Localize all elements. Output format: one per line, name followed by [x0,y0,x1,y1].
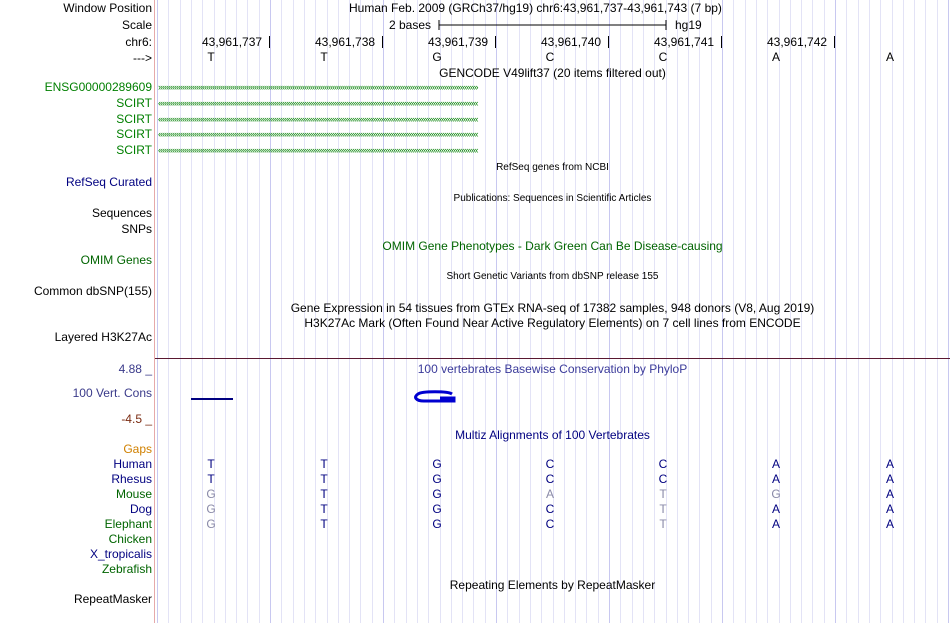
alignment-base: A [885,502,894,516]
alignment-base: A [885,472,894,486]
alignment-base: T [659,487,667,501]
window-position-value: Human Feb. 2009 (GRCh37/hg19) chr6:43,961,737-43,961,743 (7 bp) [349,1,722,15]
dbsnp-title: Short Genetic Variants from dbSNP release 155 [446,271,659,282]
species-label-zebrafish[interactable]: Zebrafish [101,562,152,576]
alignment-base: T [320,517,328,531]
omim-title: OMIM Gene Phenotypes - Dark Green Can Be Disease-causing [382,239,723,253]
conservation-signal-glyph [410,388,470,408]
ruler-position-label: 43,961,741 [654,35,715,49]
species-label-mouse[interactable]: Mouse [115,487,152,501]
alignment-base: A [885,517,894,531]
species-label-human[interactable]: Human [113,457,152,471]
conservation-ymin: -4.5 _ [121,412,152,426]
gene-bar-scirt-1[interactable]: ‹‹‹‹‹‹‹‹‹‹‹‹‹‹‹‹‹‹‹‹‹‹‹‹‹‹‹‹‹‹‹‹‹‹‹‹‹‹‹‹‹‹‹‹‹‹‹‹‹‹‹‹‹‹‹‹‹‹‹‹‹‹‹‹‹‹‹‹‹‹‹‹‹‹‹‹‹‹‹‹‹‹‹‹‹‹‹‹‹‹‹‹‹‹‹‹‹‹‹‹‹‹‹‹‹‹‹‹‹‹‹‹‹‹‹‹‹‹‹‹‹‹‹‹‹‹‹‹‹‹‹‹‹‹‹‹‹‹‹‹‹‹‹‹‹‹‹‹‹‹‹‹‹‹‹‹‹‹‹‹ [158,100,478,107]
gencode-track-ensg00000289609[interactable]: ENSG00000289609 [44,80,152,94]
alignment-base: G [432,457,442,471]
alignment-base: A [771,502,780,516]
alignment-base: A [771,457,780,471]
alignment-base: A [771,472,780,486]
h3k27ac-baseline [155,358,950,359]
repeatmasker-label[interactable]: RepeatMasker [73,592,152,606]
repeatmasker-title: Repeating Elements by RepeatMasker [449,578,656,592]
gencode-track-scirt-3[interactable]: SCIRT [116,127,152,141]
sequences-label[interactable]: Sequences [91,206,152,220]
alignment-base: T [207,457,215,471]
gene-bar-scirt-3[interactable]: ‹‹‹‹‹‹‹‹‹‹‹‹‹‹‹‹‹‹‹‹‹‹‹‹‹‹‹‹‹‹‹‹‹‹‹‹‹‹‹‹‹‹‹‹‹‹‹‹‹‹‹‹‹‹‹‹‹‹‹‹‹‹‹‹‹‹‹‹‹‹‹‹‹‹‹‹‹‹‹‹‹‹‹‹‹‹‹‹‹‹‹‹‹‹‹‹‹‹‹‹‹‹‹‹‹‹‹‹‹‹‹‹‹‹‹‹‹‹‹‹‹‹‹‹‹‹‹‹‹‹‹‹‹‹‹‹‹‹‹‹‹‹‹‹‹‹‹‹‹‹‹‹‹‹‹‹‹‹‹‹ [158,131,478,138]
gencode-track-scirt-2[interactable]: SCIRT [116,112,152,126]
alignment-base: G [432,487,442,501]
alignment-base: C [545,457,555,471]
omim-genes-label[interactable]: OMIM Genes [80,253,152,267]
snps-label[interactable]: SNPs [121,222,152,236]
alignment-base: A [885,487,894,501]
ruler-position-label: 43,961,740 [541,35,602,49]
conservation-title: 100 vertebrates Basewise Conservation by PhyloP [417,362,688,376]
gaps-label[interactable]: Gaps [123,442,152,456]
refseq-title: RefSeq genes from NCBI [496,162,609,173]
common-dbsnp-label[interactable]: Common dbSNP(155) [33,284,152,298]
alignment-base: C [545,502,555,516]
alignment-base: C [545,472,555,486]
ruler-tick [834,36,835,48]
alignment-base: A [885,457,894,471]
ruler-position-label: 43,961,737 [202,35,263,49]
reference-base: T [320,50,328,64]
gencode-track-scirt-1[interactable]: SCIRT [116,96,152,110]
gene-bar-scirt-4[interactable]: ‹‹‹‹‹‹‹‹‹‹‹‹‹‹‹‹‹‹‹‹‹‹‹‹‹‹‹‹‹‹‹‹‹‹‹‹‹‹‹‹‹‹‹‹‹‹‹‹‹‹‹‹‹‹‹‹‹‹‹‹‹‹‹‹‹‹‹‹‹‹‹‹‹‹‹‹‹‹‹‹‹‹‹‹‹‹‹‹‹‹‹‹‹‹‹‹‹‹‹‹‹‹‹‹‹‹‹‹‹‹‹‹‹‹‹‹‹‹‹‹‹‹‹‹‹‹‹‹‹‹‹‹‹‹‹‹‹‹‹‹‹‹‹‹‹‹‹‹‹‹‹‹‹‹‹‹‹‹‹‹ [158,147,478,154]
multiz-title: Multiz Alignments of 100 Vertebrates [455,428,650,442]
refseq-curated-label[interactable]: RefSeq Curated [65,175,152,189]
alignment-base: G [206,487,216,501]
alignment-base: T [207,472,215,486]
strand-label: ---> [133,51,152,65]
ruler-position-label: 43,961,742 [767,35,828,49]
gene-bar-ensg00000289609[interactable]: ›››››››››››››››››››››››››››››››››››››››››››››››››››››››››››››››››››››››››››››››››››››››››››››››››››››››››››››››››››››››››››››››››››››››››››››››››››››››››››››››› [158,84,478,91]
species-label-x-tropicalis[interactable]: X_tropicalis [89,547,152,561]
alignment-base: G [206,517,216,531]
track-label-column [0,0,154,623]
alignment-base: G [771,487,781,501]
species-label-rhesus[interactable]: Rhesus [111,472,152,486]
alignment-base: T [659,502,667,516]
browser-track-image[interactable] [155,0,950,623]
species-label-elephant[interactable]: Elephant [104,517,152,531]
alignment-base: T [320,472,328,486]
scale-bar [438,18,668,32]
ruler-tick [608,36,609,48]
alignment-base: A [545,487,554,501]
alignment-base: T [659,517,667,531]
reference-base: A [885,50,894,64]
ruler-tick [269,36,270,48]
alignment-base: G [432,502,442,516]
alignment-base: G [206,502,216,516]
conservation-signal-left [185,388,265,408]
reference-base: A [771,50,780,64]
ruler-position-label: 43,961,738 [315,35,376,49]
ruler-tick [382,36,383,48]
species-label-dog[interactable]: Dog [129,502,152,516]
alignment-base: T [320,502,328,516]
ruler-position-label: 43,961,739 [428,35,489,49]
h3k27ac-title: H3K27Ac Mark (Often Found Near Active Regulatory Elements) on 7 cell lines from ENCODE [304,316,801,330]
alignment-base: T [320,457,328,471]
reference-base: C [545,50,555,64]
publications-title: Publications: Sequences in Scientific Articles [453,193,652,204]
gene-bar-scirt-2[interactable]: ‹‹‹‹‹‹‹‹‹‹‹‹‹‹‹‹‹‹‹‹‹‹‹‹‹‹‹‹‹‹‹‹‹‹‹‹‹‹‹‹‹‹‹‹‹‹‹‹‹‹‹‹‹‹‹‹‹‹‹‹‹‹‹‹‹‹‹‹‹‹‹‹‹‹‹‹‹‹‹‹‹‹‹‹‹‹‹‹‹‹‹‹‹‹‹‹‹‹‹‹‹‹‹‹‹‹‹‹‹‹‹‹‹‹‹‹‹‹‹‹‹‹‹‹‹‹‹‹‹‹‹‹‹‹‹‹‹‹‹‹‹‹‹‹‹‹‹‹‹‹‹‹‹‹‹‹‹‹‹‹ [158,116,478,123]
gencode-track-scirt-4[interactable]: SCIRT [116,143,152,157]
reference-base: C [658,50,668,64]
alignment-base: C [658,472,668,486]
conservation-ymax: 4.88 _ [118,362,152,376]
scale-db: hg19 [675,18,702,32]
scale-label: Scale [121,18,152,32]
conservation-label[interactable]: 100 Vert. Cons [72,386,152,400]
species-label-chicken[interactable]: Chicken [108,532,152,546]
alignment-base: G [432,472,442,486]
alignment-base: C [658,457,668,471]
gtex-title: Gene Expression in 54 tissues from GTEx RNA-seq of 17382 samples, 948 donors (V8, Aug 2019) [290,301,815,315]
alignment-base: T [320,487,328,501]
window-position-label: Window Position [63,1,152,15]
reference-base: T [207,50,215,64]
reference-base: G [432,50,442,64]
gencode-title: GENCODE V49lift37 (20 items filtered out) [439,66,666,80]
ruler-tick [495,36,496,48]
layered-h3k27ac-label[interactable]: Layered H3K27Ac [54,330,152,344]
alignment-base: A [771,517,780,531]
ruler-tick [721,36,722,48]
alignment-base: G [432,517,442,531]
chrom-label: chr6: [125,35,152,49]
alignment-base: C [545,517,555,531]
scale-text: 2 bases [389,18,432,32]
